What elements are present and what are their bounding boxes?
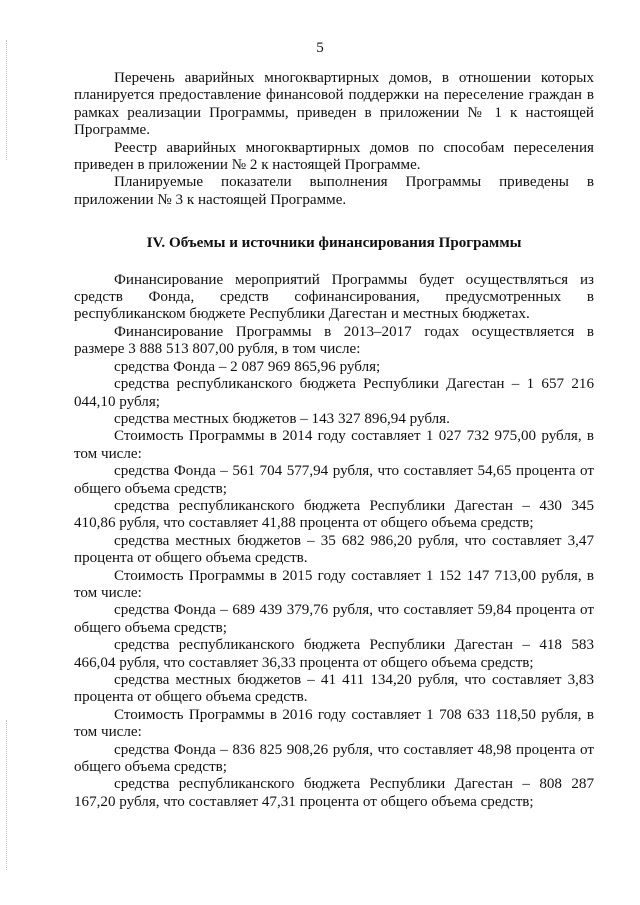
scan-margin-marks (6, 40, 9, 160)
scan-margin-marks (6, 720, 9, 870)
paragraph: Стоимость Программы в 2014 году составляет 1 027 732 975,00 рубля, в том числе: (74, 428, 594, 462)
paragraph: Планируемые показатели выполнения Программы приведены в приложении № 3 к настоящей Программе. (74, 174, 594, 208)
document-body (74, 70, 594, 811)
paragraph: Финансирование Программы в 2013–2017 годах осуществляется в размере 3 888 513 807,00 рубля, в том числе: (74, 323, 594, 358)
list-item: средства республиканского бюджета Республики Дагестан – 418 583 466,04 рубля, что составляет 36,33 процента от общего объема средств; (74, 637, 594, 671)
list-item: средства Фонда – 836 825 908,26 рубля, что составляет 48,98 процента от общего объема средств; (74, 741, 594, 776)
list-item: средства республиканского бюджета Республики Дагестан – 430 345 410,86 рубля, что составляет 41,88 процента от общего объема средств; (74, 497, 594, 532)
list-item: средства местных бюджетов – 35 682 986,20 рубля, что составляет 3,47 процента от общего объема средств. (74, 532, 594, 567)
list-item: средства местных бюджетов – 41 411 134,20 рубля, что составляет 3,83 процента от общего объема средств. (74, 672, 594, 706)
list-item: средства республиканского бюджета Республики Дагестан – 808 287 167,20 рубля, что составляет 47,31 процента от общего объема средств; (74, 776, 594, 810)
paragraph: Перечень аварийных многоквартирных домов, в отношении которых планируется предоставление финансовой поддержки на переселение граждан в рамках реализации Программы, приведен в приложении № 1 к настоящей Программе. (74, 70, 594, 139)
paragraph: Стоимость Программы в 2015 году составляет 1 152 147 713,00 рубля, в том числе: (74, 567, 594, 601)
page-number: 5 (316, 40, 324, 56)
list-item: средства Фонда – 2 087 969 865,96 рубля; (114, 358, 381, 375)
paragraph: Финансирование мероприятий Программы будет осуществляться из средств Фонда, средств софинансирования, предусмотренных в республиканском бюджете Республики Дагестан и местных бюджетах. (74, 271, 594, 323)
list-item: средства республиканского бюджета Республики Дагестан – 1 657 216 044,10 рубля; (74, 376, 594, 410)
list-item: средства Фонда – 689 439 379,76 рубля, что составляет 59,84 процента от общего объема средств; (74, 602, 594, 636)
list-item: средства Фонда – 561 704 577,94 рубля, что составляет 54,65 процента от общего объема средств; (74, 463, 594, 497)
paragraph: Реестр аварийных многоквартирных домов по способам переселения приведен в приложении № 2 к настоящей Программе. (74, 139, 594, 174)
list-item: средства местных бюджетов – 143 327 896,94 рубля. (114, 410, 450, 427)
paragraph: Стоимость Программы в 2016 году составляет 1 708 633 118,50 рубля, в том числе: (74, 706, 594, 741)
section-heading: IV. Объемы и источники финансирования Программы (146, 235, 522, 252)
